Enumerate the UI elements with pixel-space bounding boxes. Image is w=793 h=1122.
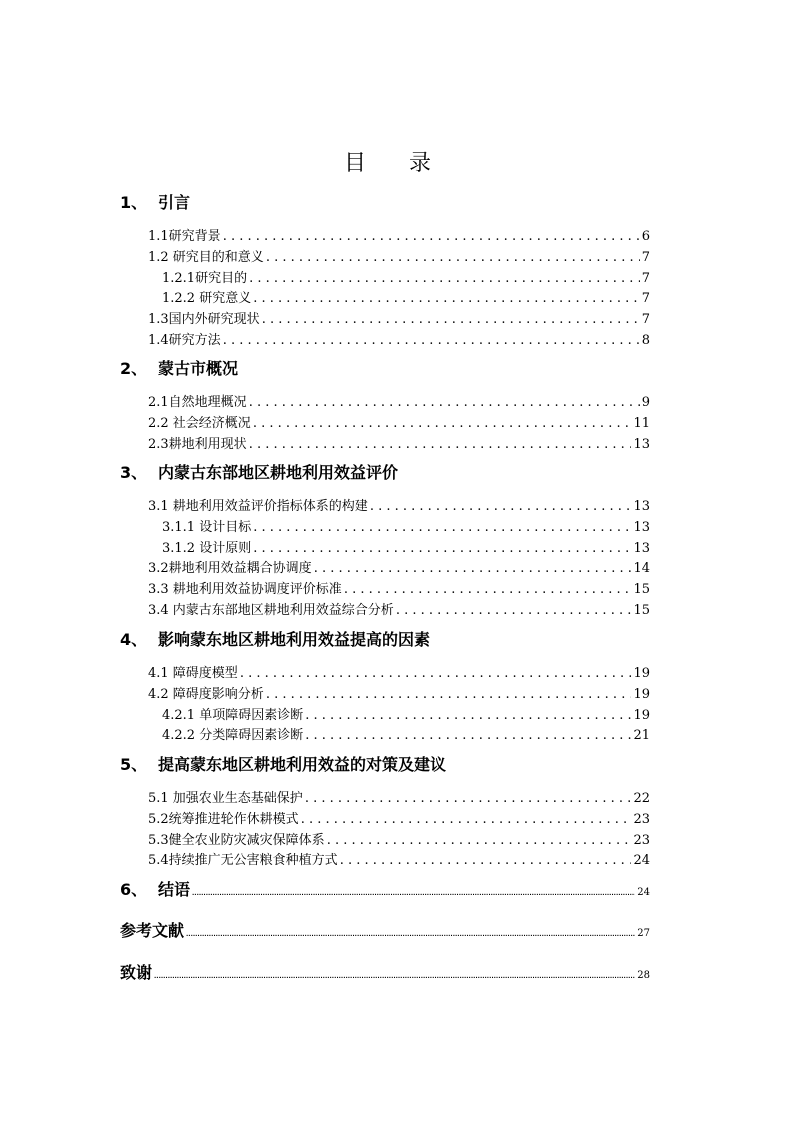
entry-label: 1.1研究背景 xyxy=(148,229,221,244)
toc-back-matter[interactable] xyxy=(120,960,650,983)
entry-label: 3.2耕地利用效益耦合协调度 xyxy=(148,561,312,577)
page-number: 27 xyxy=(637,928,650,939)
entry-label: 4.1 障碍度模型 xyxy=(148,666,238,681)
page-title: 目 录 xyxy=(344,151,449,176)
toc-entry[interactable] xyxy=(148,557,650,576)
dot-leader xyxy=(253,541,631,556)
entry-label: 参考文献 xyxy=(120,921,185,940)
page-number: 7 xyxy=(641,249,650,265)
page-number: 15 xyxy=(633,582,650,598)
toc-entry[interactable] xyxy=(148,578,650,597)
chapter-label xyxy=(120,190,190,213)
entry-label: 1.3国内外研究现状 xyxy=(148,312,260,328)
dot-leader xyxy=(253,416,632,431)
toc-entry[interactable] xyxy=(148,412,650,431)
page-number: 19 xyxy=(633,686,650,702)
page-number: 13 xyxy=(633,540,650,556)
chapter-label xyxy=(120,356,238,379)
entry-label: 1.2.2 研究意义 xyxy=(162,291,252,307)
toc-chapter-heading[interactable] xyxy=(120,190,650,213)
entry-label: 5.4持续推广无公害粮食种植方式 xyxy=(148,853,338,869)
toc-entry[interactable] xyxy=(148,329,650,348)
page-number: 8 xyxy=(641,333,650,348)
page-number: 7 xyxy=(641,270,650,286)
page-number: 19 xyxy=(633,707,650,723)
toc-entry[interactable] xyxy=(162,537,650,556)
entry-label: 4.2 障碍度影响分析 xyxy=(148,686,264,702)
chapter-title: 结语 xyxy=(158,880,191,899)
toc-entry[interactable] xyxy=(148,391,650,410)
dot-leader xyxy=(192,890,635,897)
page-number: 14 xyxy=(633,561,650,577)
entry-label: 致谢 xyxy=(120,963,153,982)
chapter-title: 引言 xyxy=(158,193,191,212)
toc-entry[interactable] xyxy=(148,495,650,514)
chapter-number: 3、 xyxy=(120,463,148,482)
chapter-label xyxy=(120,460,398,483)
entry-label: 3.1 耕地利用效益评价指标体系的构建 xyxy=(148,499,368,514)
dot-leader xyxy=(344,582,632,597)
toc-entry[interactable] xyxy=(162,724,650,743)
dot-leader xyxy=(223,229,640,244)
dot-leader xyxy=(249,395,640,410)
toc-entry[interactable] xyxy=(148,433,650,452)
page-number: 15 xyxy=(633,603,650,618)
toc-entry[interactable] xyxy=(162,516,650,535)
dot-leader xyxy=(154,973,635,980)
toc-entry[interactable] xyxy=(148,683,650,702)
toc-entry[interactable] xyxy=(162,287,650,306)
page-number: 13 xyxy=(633,519,650,535)
toc-entry[interactable] xyxy=(148,787,650,806)
entry-label: 3.1.2 设计原则 xyxy=(162,540,252,556)
toc-chapter-heading[interactable] xyxy=(120,877,650,900)
toc-entry[interactable] xyxy=(148,599,650,618)
chapter-label xyxy=(120,877,190,900)
page-number: 9 xyxy=(641,395,650,410)
toc-back-matter[interactable] xyxy=(120,918,650,941)
toc-chapter-heading[interactable] xyxy=(120,356,650,379)
dot-leader xyxy=(327,833,632,848)
chapter-number: 5、 xyxy=(120,755,148,774)
entry-label: 2.1自然地理概况 xyxy=(148,395,247,410)
page-number: 23 xyxy=(633,832,650,848)
page-number: 7 xyxy=(641,291,650,307)
entry-label: 5.2统筹推进轮作休耕模式 xyxy=(148,811,299,827)
chapter-label xyxy=(120,627,430,650)
entry-label: 1.4研究方法 xyxy=(148,333,221,348)
page-number: 21 xyxy=(633,728,650,744)
chapter-number: 6、 xyxy=(120,880,148,899)
dot-leader xyxy=(253,291,640,306)
chapter-title: 提高蒙东地区耕地利用效益的对策及建议 xyxy=(158,755,447,774)
chapter-title: 蒙古市概况 xyxy=(158,359,239,378)
entry-label: 2.2 社会经济概况 xyxy=(148,415,251,431)
entry-label: 4.2.1 单项障碍因素诊断 xyxy=(162,707,304,723)
dot-leader xyxy=(249,437,632,452)
entry-label: 1.2.1研究目的 xyxy=(162,270,248,286)
page-number: 28 xyxy=(637,970,650,981)
page-number: 13 xyxy=(633,499,650,514)
toc-entry[interactable] xyxy=(162,704,650,723)
dot-leader xyxy=(266,687,632,702)
dot-leader xyxy=(262,312,640,327)
dot-leader xyxy=(301,812,632,827)
dot-leader xyxy=(305,728,631,743)
toc-entry[interactable] xyxy=(148,308,650,327)
dot-leader xyxy=(396,603,632,618)
chapter-title: 影响蒙东地区耕地利用效益提高的因素 xyxy=(158,630,431,649)
chapter-number: 1、 xyxy=(120,193,148,212)
page-number: 13 xyxy=(633,436,650,452)
entry-label: 3.1.1 设计目标 xyxy=(162,519,252,535)
toc-chapter-heading[interactable] xyxy=(120,752,650,775)
page-number: 19 xyxy=(633,666,650,681)
dot-leader xyxy=(266,250,640,265)
chapter-number: 4、 xyxy=(120,630,148,649)
dot-leader xyxy=(340,853,632,868)
dot-leader xyxy=(249,271,640,286)
dot-leader xyxy=(314,561,632,576)
dot-leader xyxy=(223,333,640,348)
toc-chapter-heading[interactable] xyxy=(120,460,650,483)
dot-leader xyxy=(305,708,631,723)
toc-entry[interactable] xyxy=(148,225,650,244)
entry-label: 1.2 研究目的和意义 xyxy=(148,249,264,265)
entry-label: 3.3 耕地利用效益协调度评价标准 xyxy=(148,582,342,598)
dot-leader xyxy=(186,931,635,938)
dot-leader xyxy=(253,520,631,535)
toc-entry[interactable] xyxy=(148,808,650,827)
toc-entry[interactable] xyxy=(148,829,650,848)
page-number: 23 xyxy=(633,811,650,827)
page-number: 24 xyxy=(637,887,650,898)
chapter-title: 内蒙古东部地区耕地利用效益评价 xyxy=(158,463,399,482)
entry-label: 5.1 加强农业生态基础保护 xyxy=(148,791,303,806)
entry-label: 2.3耕地利用现状 xyxy=(148,436,247,452)
dot-leader xyxy=(305,791,632,806)
toc-entry[interactable] xyxy=(148,662,650,681)
toc-entry[interactable] xyxy=(148,246,650,265)
page-number: 11 xyxy=(633,415,650,431)
page-number: 22 xyxy=(633,791,650,806)
page-number: 6 xyxy=(641,229,650,244)
toc-chapter-heading[interactable] xyxy=(120,627,650,650)
entry-label: 4.2.2 分类障碍因素诊断 xyxy=(162,728,304,744)
toc-entry[interactable] xyxy=(162,267,650,286)
toc-entry[interactable] xyxy=(148,849,650,868)
dot-leader xyxy=(240,666,632,681)
entry-label: 3.4 内蒙古东部地区耕地利用效益综合分析 xyxy=(148,603,394,618)
chapter-number: 2、 xyxy=(120,359,148,378)
page-number: 7 xyxy=(641,312,650,328)
page-number: 24 xyxy=(633,853,650,869)
chapter-label xyxy=(120,752,446,775)
dot-leader xyxy=(370,499,632,514)
entry-label: 5.3健全农业防灾减灾保障体系 xyxy=(148,832,325,848)
